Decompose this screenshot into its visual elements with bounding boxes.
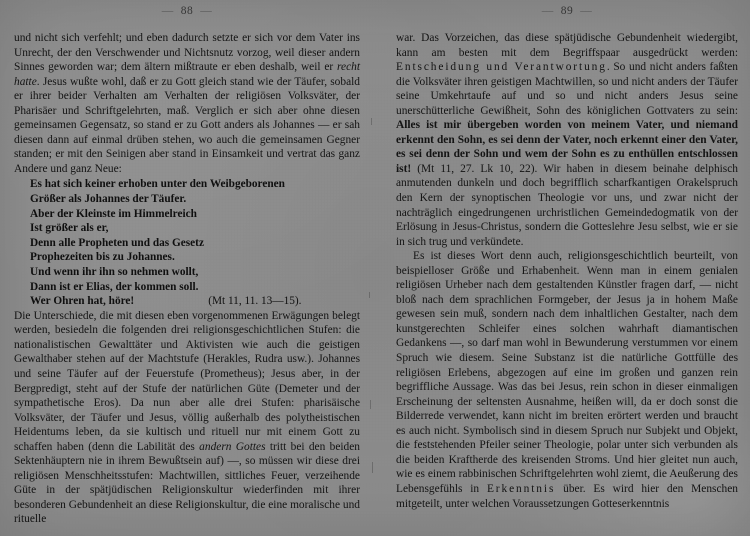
verse-line: Ist größer als er, — [30, 222, 109, 235]
verse-block — [14, 176, 360, 308]
right-page-folio — [396, 0, 738, 27]
right-paragraph-2 — [396, 249, 738, 511]
left-p1-italic-recht-hatte: recht hatte — [14, 61, 360, 88]
left-paragraph-2 — [14, 309, 360, 527]
folio-dash-left: — — [161, 5, 174, 17]
verse-line: Es hat sich keiner erhoben unter den Weibgeborenen — [30, 178, 285, 191]
left-paragraph-1 — [14, 31, 360, 176]
verse-line: Und wenn ihr ihn so nehmen wollt, — [30, 266, 199, 279]
right-p2-part1: Es ist dieses Wort denn auch, religionsgeschichtlich beurteilt, von beispielloser Größe und Erhabenheit. Wenn man in einem genialen religiösen Urheber nach dem gestaltenden Künstler fragen darf, — nicht bloß nach dem sprachlichen Formgeber, der Jesus ja in hohem Maße gewesen sein muß, sondern nach dem inhaltlichen Gestalter, nach dem kunstgerechten Schleifer eines solchen wahrhaft diamantischen Gedankens —, so darf man wohl in Bewunderung verstummen vor einem Spruch wie diesem. Seine Substanz ist die natürliche Gottfülle des religiösen Erlebens, abgezogen auf eine im großen und ganzen rein begriffliche Aussage. Was das bei Jesus, rein schon in dieser einmaligen Erscheinung der seltensten Ausnahme, heißen will, da er doch sonst die Bilderrede verwendet, kann nicht im breiten erörtert werden und braucht es auch nicht. Symbolisch sind in diesem Spruch nur Subjekt und Objekt, die feststehenden Pfeiler seiner Theologie, polar unter sich verbunden als die beiden Kraftherde des kreisenden Stroms. Und hier gleitet nun auch, wie es einem rabbinischen Schriftgelehrten wohl ziemt, die Aeußerung des Lebensgefühls in — [396, 250, 738, 495]
verse-last-line-with-citation — [30, 294, 360, 309]
right-paragraph-1 — [396, 31, 738, 249]
verse-line: Dann ist er Elias, der kommen soll. — [30, 280, 199, 293]
verse-citation: (Mt 11, 11. 13—15). — [208, 295, 302, 308]
right-p1-bold-quotation: Alles ist mir übergeben worden von meinem Vater, und niemand erkennt den Sohn, es sei denn der Vater, noch erkennt einer den Vater, es sei denn der Sohn und wem der Sohn es zu enthüllen entschlossen ist! — [396, 119, 738, 175]
left-p1-part2: . Jesus wußte wohl, daß er zu Gott gleich stand wie der Täufer, sobald er ihrer beider Verhalten am Verhalten der religiösen Volksväter, der Pharisäer und Schriftgelehrten, maß. Verglich er sich aber ohne diesen gemeinsamen Gegensatz, so stand er zu Gott anders als Johannes — er sah diesen dann auf einmal drüben stehen, wo auch die gemeinsamen Gegner standen; er mit den Seinigen aber stand in Einsamkeit und vertrat das ganz Andere und ganz Neue: — [14, 75, 360, 175]
left-page-folio — [14, 0, 360, 27]
right-p2-part2: über. Es wird hier den Menschen mitgeteilt, unter welchen Voraussetzungen Gotteserkenntnis — [396, 482, 738, 510]
left-p2-italic-andern-gottes: andern Gottes — [199, 440, 266, 453]
right-p1-part1: war. Das Vorzeichen, das diese spätjüdische Gebundenheit wiedergibt, kann am besten mit dem Begriffspaar ausgedrückt werden: — [396, 32, 738, 59]
folio-dash-right: — — [200, 5, 213, 17]
right-page — [375, 0, 750, 536]
right-page-body — [396, 27, 738, 511]
left-p2-part1: Die Unterschiede, die mit diesen eben vorgenommenen Erwägungen belegt werden, besiedeln die folgenden drei religionsgeschichtlichen Stufen: die nationalistischen Gewalttäter und Aktivisten wie auch die geistigen Gewalthaber stehen auf der Machtstufe (Herakles, Rudra usw.). Johannes und seine Täufer auf der Feuerstufe (Prometheus); Jesus aber, in der Bergpredigt, steht auf der Stufe der natürlichen Güte (Demeter und der sympathetische Eros). Da nun aber alle drei Stufen: pharisäische Volksväter, der Täufer und Jesus, völlig außerhalb des polytheistischen Heidentums leben, da sie kultisch und rituell nur mit einem Gott zu schaffen haben (denn die Labilität des — [14, 309, 360, 453]
left-p1-part1: und nicht sich verfehlt; und eben dadurch setzte er sich vor dem Vater ins Unrecht, der den Verschwender und Nichtsnutz vorzog, weil dieser andern Sinnes geworden war; dem ältern mißtraute er eben deshalb, weil er — [14, 32, 360, 74]
verse-line: Wer Ohren hat, höre! — [30, 295, 135, 308]
left-p2-part2: tritt bei den beiden Sektenhäuptern nie in ihrem Bewußtsein auf) —, so müssen wir diese drei religiösen Menschheitsstufen: Machtwillen, sittliches Feuer, verzeihende Güte in der spätjüdischen Religionskultur wiederfinden mit ihrer besonderen Gebundenheit an diese Religionskultur, die eine moralische und rituelle — [14, 440, 361, 526]
folio-number: 89 — [560, 5, 574, 17]
verse-line: Prophezeiten bis zu Johannes. — [30, 251, 175, 264]
folio-number: 88 — [180, 5, 194, 17]
right-p1-part3: (Mt 11, 27. Lk 10, 22). Wir haben in diesem beinahe delphisch anmutenden dunkeln und doch begrifflich scharfkantigen Orakelspruch den Kern der synoptischen Theologie vor uns, und zwar nicht der nachträglich eingedrungenen urchristlichen Gemeindedogmatik von der Erlösung in Jesus-Christus, sondern die Gotteslehre Jesu selbst, wie er sie in sich trug und verkündete. — [396, 162, 738, 248]
right-p2-spaced-erkenntnis: Erkenntnis — [486, 482, 556, 495]
verse-line: Denn alle Propheten und das Gesetz — [30, 236, 204, 249]
folio-dash-left: — — [541, 5, 554, 17]
verse-line: Größer als Johannes der Täufer. — [30, 193, 187, 206]
verse-line: Aber der Kleinste im Himmelreich — [30, 207, 197, 220]
right-p1-spaced-entscheidung-verantwortung: Entscheidung und Verantwortung — [396, 61, 607, 74]
left-page-body — [14, 27, 360, 527]
right-p1-part2: . So und nicht anders faßten die Volksväter ihren geistigen Machtwillen, so und nicht anders der Täufer seine Umkehrtaufe auf und so und nicht anders Jesus seine unerschütterliche Gewißheit, Sohn des königlichen Gottvaters zu sein: — [396, 61, 738, 117]
folio-dash-right: — — [580, 5, 593, 17]
